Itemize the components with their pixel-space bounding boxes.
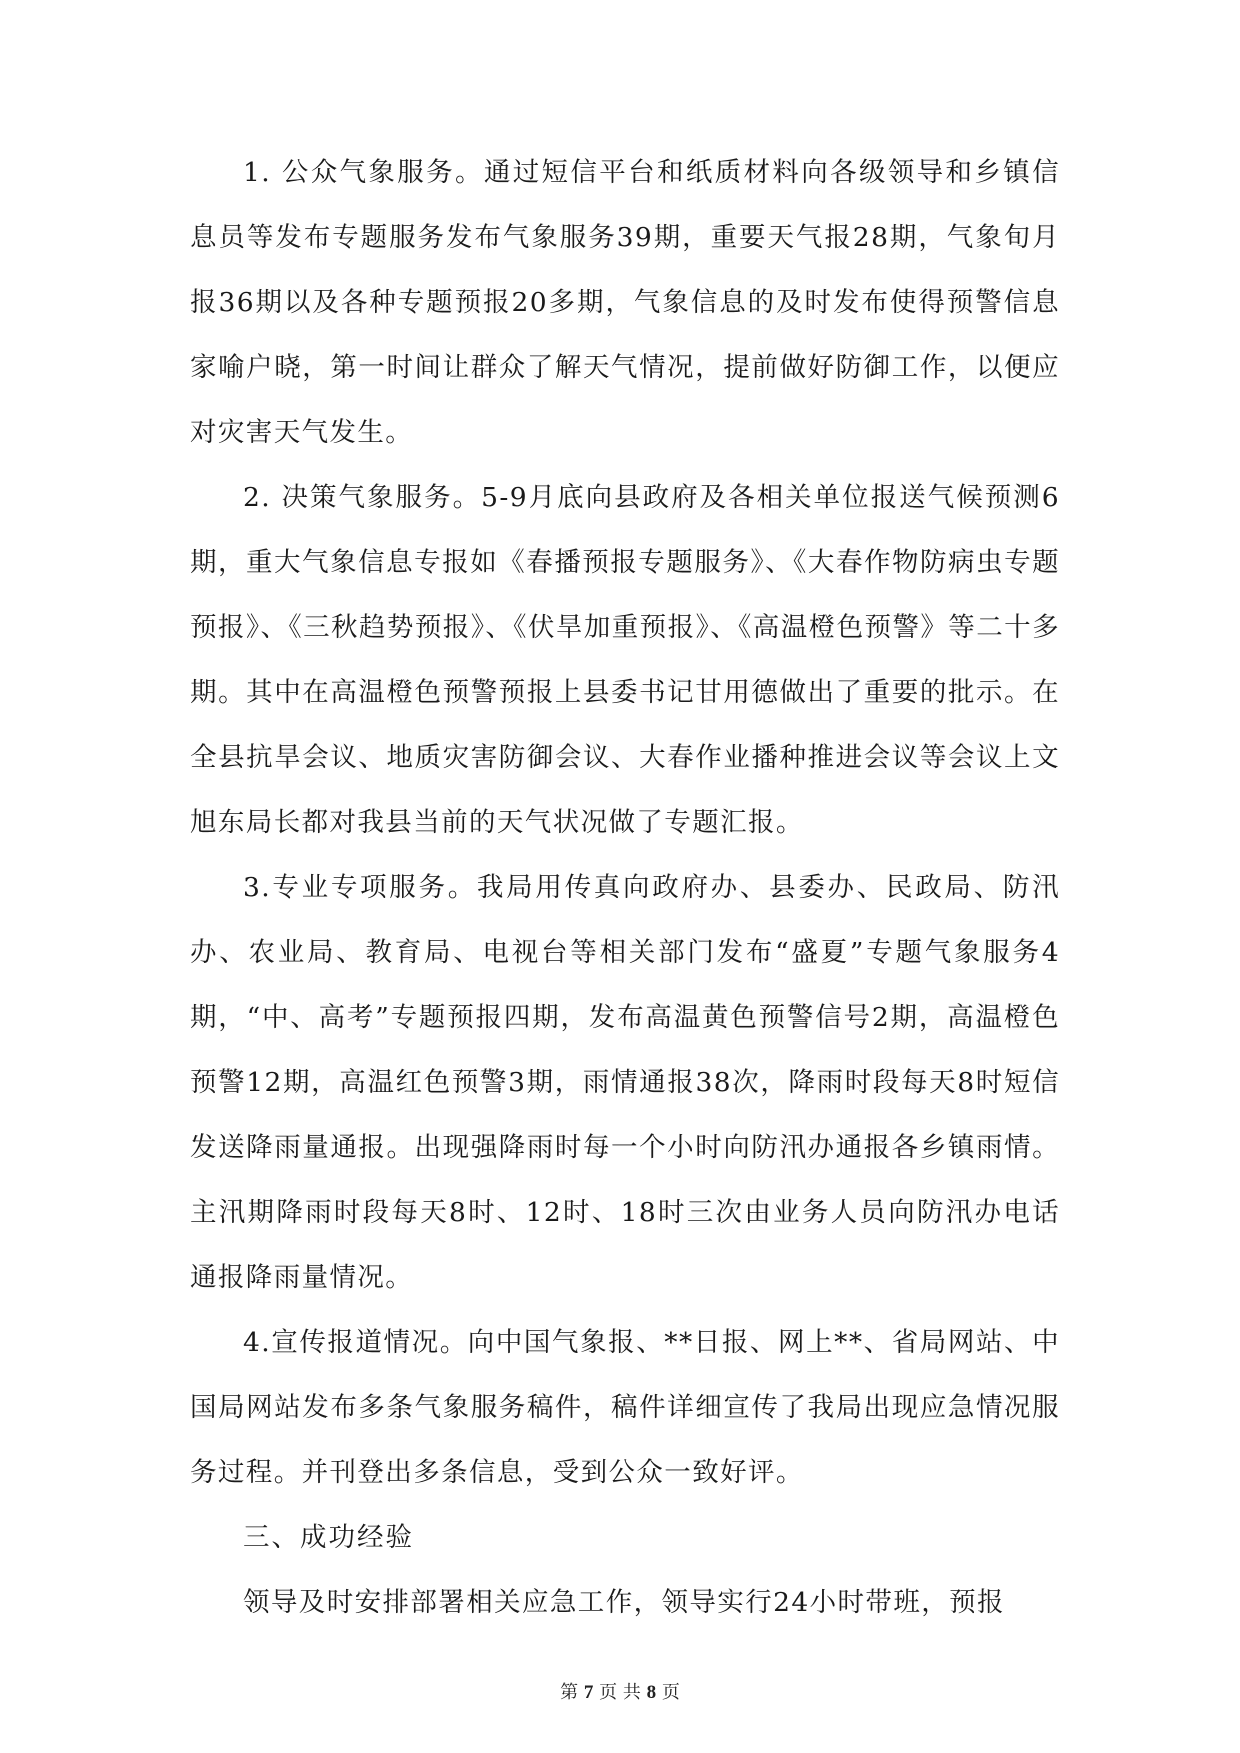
page-footer [0, 1678, 1240, 1704]
total-page-number: 8 [646, 1682, 657, 1703]
paragraph-decision-service: 2. 决策气象服务。5-9月底向县政府及各相关单位报送气候预测6期，重大气象信息专报如《春播预报专题服务》、《大春作物防病虫专题预报》、《三秋趋势预报》、《伏旱加重预报》、《高温橙色预警》等二十多期。其中在高温橙色预警预报上县委书记甘用德做出了重要的批示。在全县抗旱会议、地质灾害防御会议、大春作业播种推进会议等会议上文旭东局长都对我县当前的天气状况做了专题汇报。 [190, 482, 1060, 838]
footer-middle: 页 共 [599, 1682, 641, 1703]
footer-prefix: 第 [560, 1682, 579, 1703]
paragraph-publicity: 4.宣传报道情况。向中国气象报、**日报、网上**、省局网站、中国局网站发布多条气象服务稿件，稿件详细宣传了我局出现应急情况服务过程。并刊登出多条信息，受到公众一致好评。 [190, 1327, 1060, 1488]
paragraph-professional-service: 3.专业专项服务。我局用传真向政府办、县委办、民政局、防汛办、农业局、教育局、电视台等相关部门发布“盛夏”专题气象服务4期，“中、高考”专题预报四期，发布高温黄色预警信号2期，高温橙色预警12期，高温红色预警3期，雨情通报38次，降雨时段每天8时短信发送降雨量通报。出现强降雨时每一个小时向防汛办通报各乡镇雨情。主汛期降雨时段每天8时、12时、18时三次由业务人员向防汛办电话通报降雨量情况。 [190, 872, 1060, 1293]
paragraph-experience: 领导及时安排部署相关应急工作，领导实行24小时带班，预报 [243, 1587, 1005, 1618]
document-body [190, 140, 1060, 1635]
paragraph-public-service: 1. 公众气象服务。通过短信平台和纸质材料向各级领导和乡镇信息员等发布专题服务发布气象服务39期，重要天气报28期，气象旬月报36期以及各种专题预报20多期，气象信息的及时发布使得预警信息家喻户晓，第一时间让群众了解天气情况，提前做好防御工作，以便应对灾害天气发生。 [190, 157, 1060, 448]
section-heading: 三、成功经验 [243, 1522, 414, 1553]
footer-suffix: 页 [661, 1682, 680, 1703]
current-page-number: 7 [583, 1682, 594, 1703]
